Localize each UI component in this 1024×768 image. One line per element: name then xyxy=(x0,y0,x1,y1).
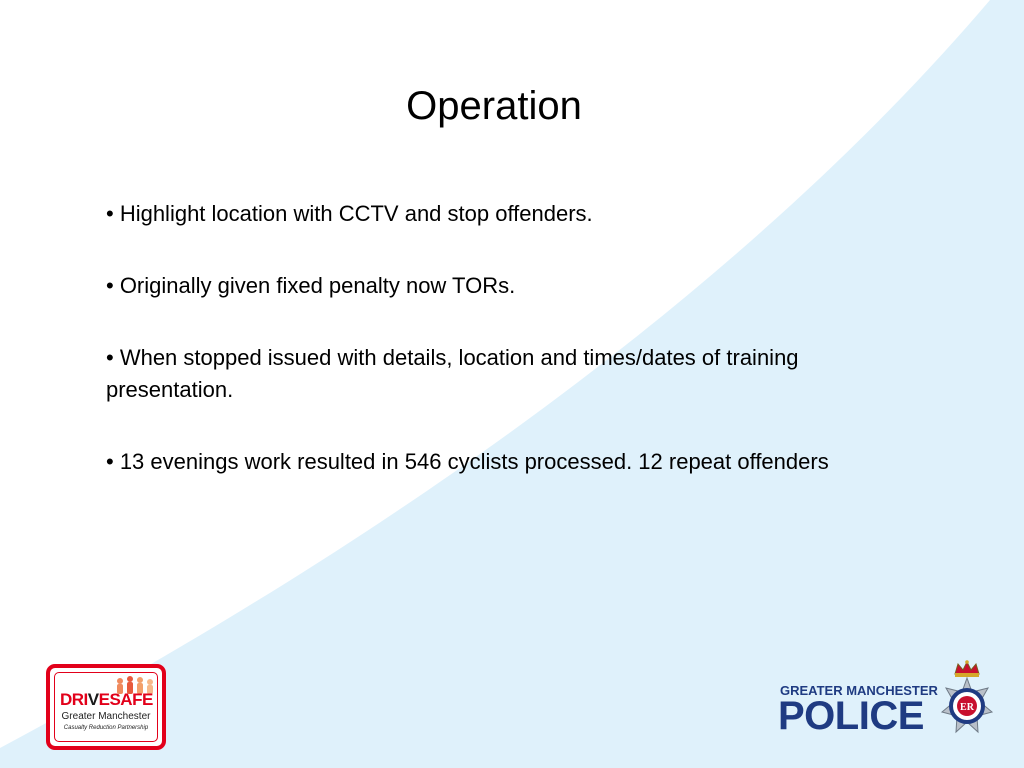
police-badge-icon xyxy=(934,660,1000,744)
gmp-logo-line1: GREATER MANCHESTER xyxy=(780,683,938,698)
gmp-logo xyxy=(780,660,1002,744)
bullet-item: • When stopped issued with details, location and times/dates of training presentation. xyxy=(106,345,799,402)
bullet-item: • Originally given fixed penalty now TORs. xyxy=(106,273,516,298)
badge-cypher: ER xyxy=(960,702,974,713)
drivesafe-wordmark-dri: DRI xyxy=(60,690,88,709)
slide-title: Operation xyxy=(406,84,582,128)
drivesafe-logo xyxy=(46,664,166,750)
drivesafe-check-v: V xyxy=(87,690,99,709)
drivesafe-wordmark xyxy=(60,690,153,710)
crown-icon xyxy=(955,660,979,677)
drivesafe-subtitle: Greater Manchester xyxy=(61,711,151,722)
gmp-logo-line2: POLICE xyxy=(778,694,924,738)
bullet-item: • Highlight location with CCTV and stop offenders. xyxy=(106,201,593,226)
bullet-list xyxy=(106,198,866,478)
drivesafe-wordmark-esafe: ESAFE xyxy=(98,690,153,709)
bullet-item: • 13 evenings work resulted in 546 cyclists processed. 12 repeat offenders xyxy=(106,449,829,474)
drivesafe-tagline: Casualty Reduction Partnership xyxy=(63,725,149,731)
